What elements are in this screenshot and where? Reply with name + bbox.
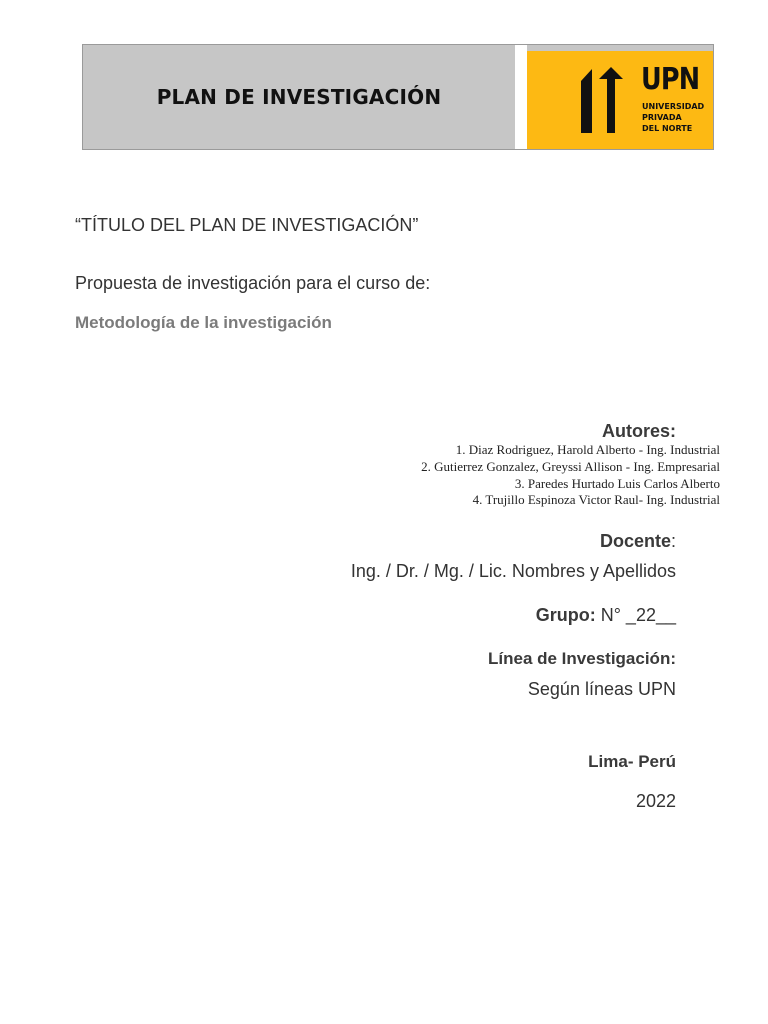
author-item: 3. Paredes Hurtado Luis Carlos Alberto — [514, 475, 720, 491]
author-item: 2. Gutierrez Gonzalez, Greyssi Allison - Ing. Empresarial — [421, 458, 720, 474]
upn-logo — [527, 51, 713, 149]
logo-line: UNIVERSIDAD — [642, 102, 705, 111]
group-label: Grupo: — [535, 605, 596, 625]
logo-university-name — [642, 101, 704, 134]
authors-heading: Autores: — [601, 421, 676, 441]
header-divider — [515, 45, 527, 149]
teacher-label — [600, 531, 676, 552]
logo-brand: UPN — [641, 62, 700, 97]
teacher-label-colon: : — [670, 531, 676, 551]
authors-list — [421, 442, 720, 509]
proposal-text: Propuesta de investigación para el curso de: — [75, 273, 431, 293]
teacher-label-text: Docente — [599, 531, 671, 551]
author-item: 1. Diaz Rodriguez, Harold Alberto - Ing. Industrial — [455, 442, 720, 457]
logo-line: DEL NORTE — [642, 124, 693, 133]
city: Lima- Perú — [588, 752, 676, 771]
teacher-name: Ing. / Dr. / Mg. / Lic. Nombres y Apellidos — [350, 561, 676, 581]
year: 2022 — [635, 791, 676, 811]
research-line-label: Línea de Investigación: — [488, 649, 676, 668]
upn-arrows-logo-icon — [577, 67, 637, 133]
header-box — [82, 44, 714, 150]
course-name: Metodología de la investigación — [75, 313, 332, 332]
author-item: 4. Trujillo Espinoza Victor Raul- Ing. Industrial — [472, 492, 720, 508]
document-title: “TÍTULO DEL PLAN DE INVESTIGACIÓN” — [75, 215, 419, 235]
header-title: PLAN DE INVESTIGACIÓN — [156, 85, 442, 109]
group-line — [536, 605, 676, 626]
logo-line: PRIVADA — [642, 113, 682, 122]
research-line-value: Según líneas UPN — [527, 679, 676, 699]
group-value: N° _22__ — [595, 605, 676, 625]
